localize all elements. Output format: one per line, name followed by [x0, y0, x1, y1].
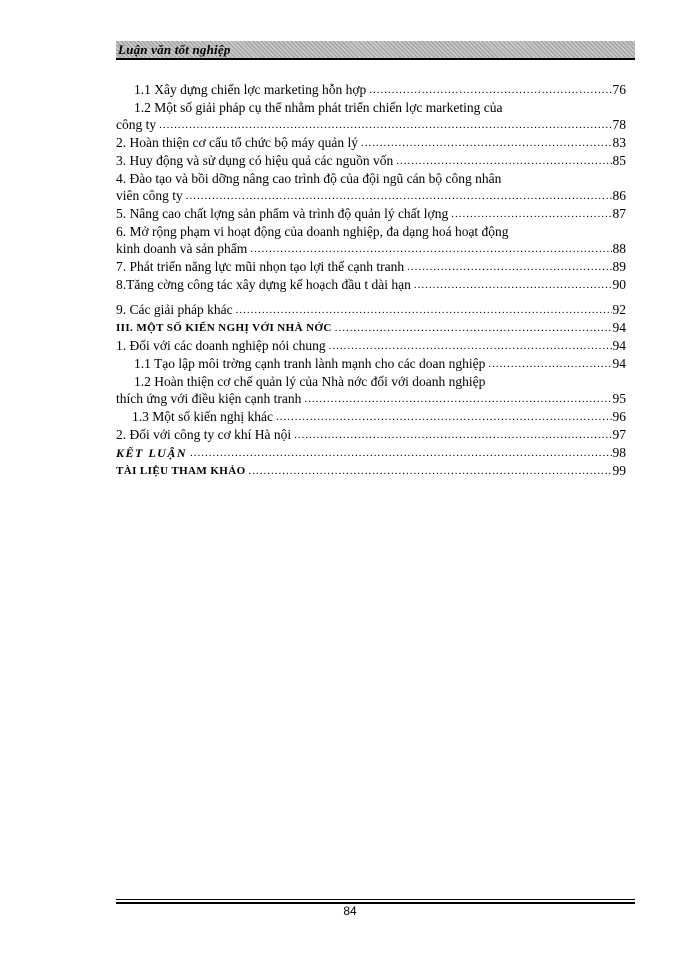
toc-entry-text-cont: thích ứng với điều kiện cạnh tranh	[116, 391, 302, 406]
toc-entry[interactable]	[116, 134, 626, 152]
toc-entry-text: 7. Phát triển năng lực mũi nhọn tạo lợi thế cạnh tranh	[116, 259, 405, 274]
toc-entry-page: 85	[612, 153, 626, 168]
table-of-contents	[116, 81, 626, 480]
toc-entry-page: 94	[612, 338, 626, 353]
leader-dots	[304, 392, 611, 406]
toc-entry-page: 99	[612, 463, 626, 478]
leader-dots	[451, 207, 611, 221]
leader-dots	[236, 303, 612, 317]
leader-dots	[159, 118, 611, 132]
toc-entry-page: 94	[612, 356, 626, 371]
toc-entry-text: 1. Đối với các doanh nghiệp nói chung	[116, 338, 326, 353]
toc-entry[interactable]	[116, 276, 626, 294]
leader-dots	[361, 136, 611, 150]
toc-entry-text: III. MỘT SỐ KIẾN NGHỊ VỚI NHÀ NỚC	[116, 322, 332, 334]
toc-entry-text: KẾT LUẬN	[116, 446, 188, 460]
toc-entry-text-cont: kinh doanh và sản phẩm	[116, 241, 248, 256]
toc-entry[interactable]	[116, 170, 626, 205]
toc-entry-text-cont: công ty	[116, 117, 157, 132]
leader-dots	[335, 321, 612, 335]
leader-dots	[190, 446, 611, 460]
toc-entry-text: TÀI LIỆU THAM KHẢO	[116, 465, 246, 477]
leader-dots	[488, 357, 611, 371]
leader-dots	[414, 278, 612, 292]
toc-entry-page: 89	[612, 259, 626, 274]
toc-entry-text: 3. Huy động và sử dụng có hiệu quả các nguồn vốn	[116, 153, 394, 168]
toc-entry-text: 1.1 Tạo lập môi trờng cạnh tranh lành mạnh cho các doan nghiệp	[134, 356, 486, 371]
toc-entry-page: 86	[612, 188, 626, 203]
toc-entry-text: 1.1 Xây dựng chiến lợc marketing hỗn hợp	[134, 82, 367, 97]
toc-entry-page: 88	[612, 241, 626, 256]
leader-dots	[294, 428, 611, 442]
header-title: Luận văn tốt nghiệp	[118, 42, 231, 57]
toc-entry-text: 2. Hoàn thiện cơ cấu tổ chức bộ máy quản lý	[116, 135, 359, 150]
footer-rule	[116, 899, 635, 900]
toc-entry[interactable]	[116, 223, 626, 258]
leader-dots	[186, 189, 612, 203]
toc-entry[interactable]	[116, 81, 626, 99]
toc-entry[interactable]	[116, 408, 626, 426]
toc-entry-page: 95	[612, 391, 626, 406]
toc-entry-text: 1.2 Hoàn thiện cơ chế quản lý của Nhà nớc đối với doanh nghiệp	[134, 374, 486, 389]
toc-entry-page: 83	[612, 135, 626, 150]
toc-entry-text: 8.Tăng cờng công tác xây dựng kế hoạch đầu t dài hạn	[116, 277, 411, 292]
toc-entry[interactable]	[116, 301, 626, 319]
toc-entry-text: 4. Đào tạo và bồi dỡng nâng cao trình độ của đội ngũ cán bộ công nhân	[116, 171, 502, 186]
toc-entry-text-cont: viên công ty	[116, 188, 183, 203]
toc-entry-page: 92	[612, 302, 626, 317]
toc-entry-page: 98	[612, 445, 626, 460]
toc-entry-text: 5. Nâng cao chất lợng sản phẩm và trình độ quản lý chất lợng	[116, 206, 449, 221]
toc-entry[interactable]	[116, 205, 626, 223]
leader-dots	[369, 83, 611, 97]
toc-entry-page: 78	[612, 117, 626, 132]
toc-entry-page: 76	[612, 82, 626, 97]
toc-entry[interactable]	[116, 258, 626, 276]
toc-entry-text: 6. Mở rộng phạm vi hoạt động của doanh nghiệp, đa dạng hoá hoạt động	[116, 224, 509, 239]
toc-entry-text: 2. Đối với công ty cơ khí Hà nội	[116, 427, 292, 442]
toc-entry[interactable]	[116, 355, 626, 373]
toc-entry-text: 1.2 Một số giải pháp cụ thể nhằm phát triển chiến lợc marketing của	[134, 100, 503, 115]
leader-dots	[249, 464, 612, 478]
leader-dots	[407, 260, 611, 274]
running-header	[116, 41, 635, 60]
leader-dots	[276, 410, 612, 424]
toc-entry[interactable]	[116, 373, 626, 408]
toc-entry[interactable]	[116, 99, 626, 134]
toc-entry[interactable]	[116, 152, 626, 170]
toc-entry[interactable]	[116, 337, 626, 355]
toc-section-heading[interactable]	[116, 319, 626, 337]
toc-entry-references[interactable]	[116, 462, 626, 480]
leader-dots	[250, 242, 611, 256]
toc-entry-page: 90	[612, 277, 626, 292]
toc-entry[interactable]	[116, 426, 626, 444]
toc-entry-page: 97	[612, 427, 626, 442]
toc-entry-page: 94	[612, 320, 626, 335]
toc-entry-conclusion[interactable]	[116, 444, 626, 462]
page-number: 84	[343, 904, 357, 918]
leader-dots	[396, 154, 611, 168]
toc-entry-text: 1.3 Một số kiến nghị khác	[132, 409, 273, 424]
toc-entry-text: 9. Các giải pháp khác	[116, 302, 233, 317]
toc-entry-page: 87	[612, 206, 626, 221]
toc-entry-page: 96	[612, 409, 626, 424]
leader-dots	[329, 339, 612, 353]
